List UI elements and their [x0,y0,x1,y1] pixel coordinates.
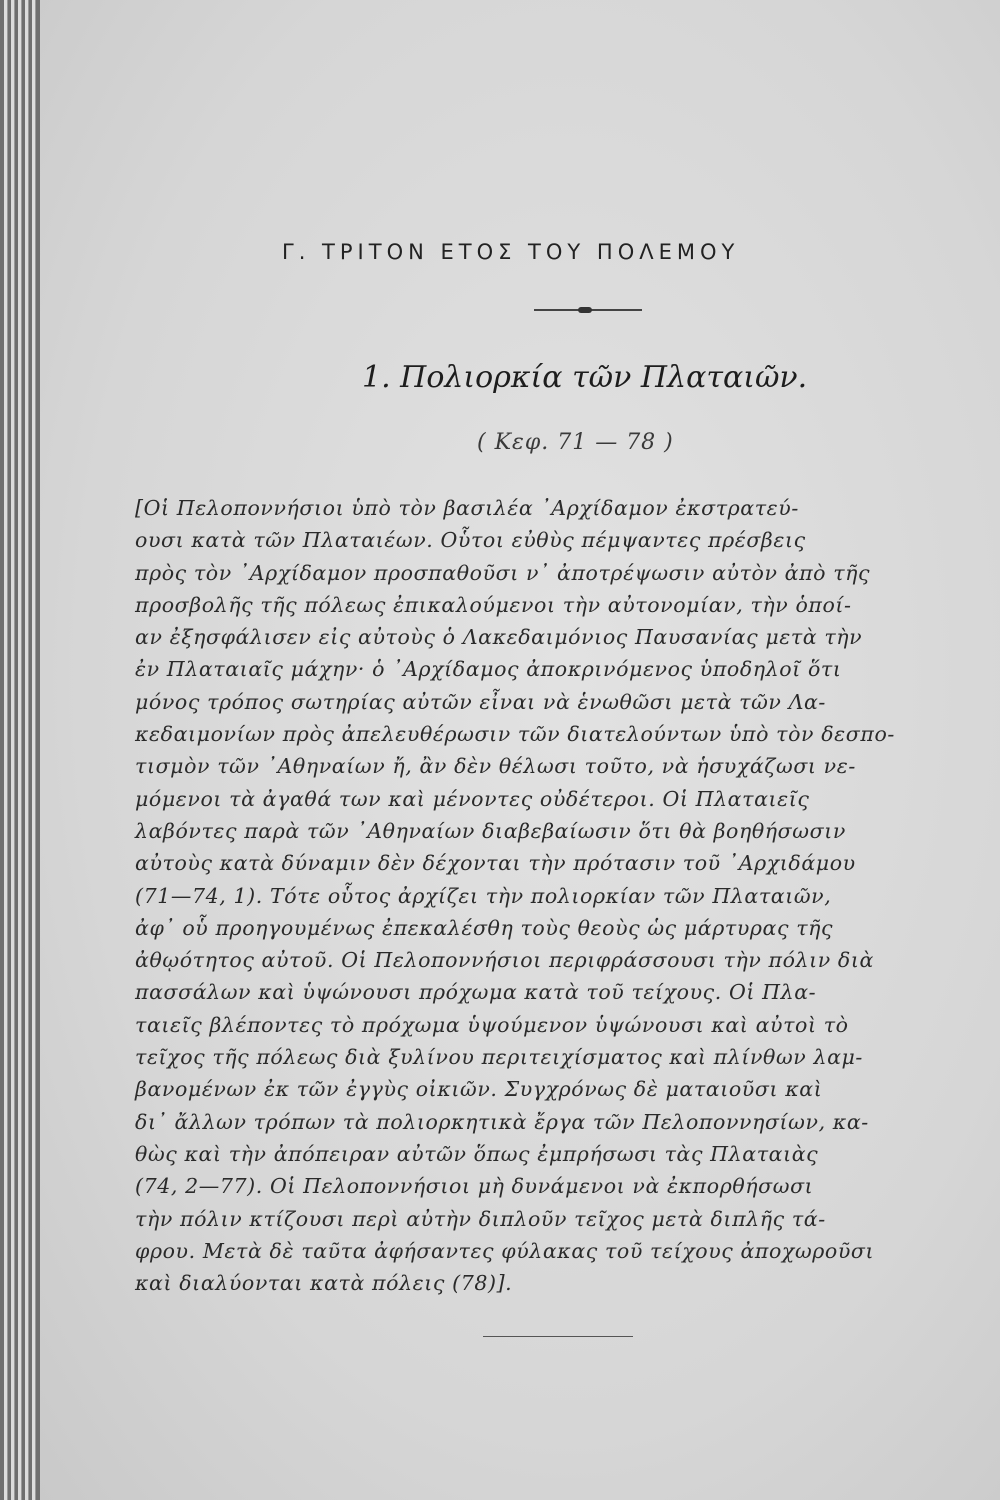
chapter-title: 1. Πολιορκία τῶν Πλαταιῶν. [362,360,808,395]
summary-line: ουσι κατὰ τῶν Πλαταιέων. Οὗτοι εὐθὺς πέμψαντες πρέσβεις [135,528,806,553]
summary-line: τὴν πόλιν κτίζουσι περὶ αὐτὴν διπλοῦν τεῖχος μετὰ διπλῆς τά- [135,1206,826,1231]
summary-line: (74, 2—77). Οἱ Πελοποννήσιοι μὴ δυνάμενοι νὰ ἐκπορθήσωσι [135,1174,814,1199]
summary-line: πρὸς τὸν ᾿Αρχίδαμον προσπαθοῦσι ν᾿ ἀποτρέψωσιν αὐτὸν ἀπὸ τῆς [135,560,871,585]
summary-line: (71—74, 1). Τότε οὗτος ἀρχίζει τὴν πολιορκίαν τῶν Πλαταιῶν, [135,883,832,908]
summary-line: μόνος τρόπος σωτηρίας αὐτῶν εἶναι νὰ ἑνωθῶσι μετὰ τῶν Λα- [135,689,826,714]
summary-line: [Οἱ Πελοποννήσιοι ὑπὸ τὸν βασιλέα ᾿Αρχίδαμον ἐκστρατεύ- [135,496,799,520]
bottom-rule [483,1336,633,1337]
chapter-reference: ( Κεφ. 71 — 78 ) [477,430,674,455]
book-page [40,0,1000,1500]
summary-line: φρου. Μετὰ δὲ ταῦτα ἀφήσαντες φύλακας τοῦ τείχους ἀποχωροῦσι [135,1238,875,1263]
summary-line: αν ἐξησφάλισεν εἰς αὐτοὺς ὁ Λακεδαιμόνιος Παυσανίας μετὰ τὴν [135,625,863,650]
summary-line: δι᾿ ἄλλων τρόπων τὰ πολιορκητικὰ ἔργα τῶν Πελοποννησίων, κα- [135,1109,869,1134]
summary-line: καὶ διαλύονται κατὰ πόλεις (78)]. [135,1271,513,1296]
page-edge [4,0,8,1500]
page-edge [18,0,22,1500]
page-edge [32,0,36,1500]
summary-line: λαβόντες παρὰ τῶν ᾿Αθηναίων διαβεβαίωσιν ὅτι θὰ βοηθήσωσιν [135,818,846,843]
summary-line: ἐν Πλαταιαῖς μάχην· ὁ ᾿Αρχίδαμος ἀποκρινόμενος ὑποδηλοῖ ὅτι [135,657,842,682]
page-edge [25,0,29,1500]
part-heading: Γ. ΤΡΙΤΟΝ ΕΤΟΣ ΤΟΥ ΠΟΛΕΜΟΥ [282,240,740,264]
summary-line: ἀφ᾿ οὗ προηγουμένως ἐπεκαλέσθη τοὺς θεοὺς ὡς μάρτυρας τῆς [135,915,834,940]
summary-line: αὐτοὺς κατὰ δύναμιν δὲν δέχονται τὴν πρότασιν τοῦ ᾿Αρχιδάμου [135,851,856,876]
summary-line: μόμενοι τὰ ἀγαθά των καὶ μένοντες οὐδέτεροι. Οἱ Πλαταιεῖς [135,786,810,811]
summary-line: προσβολῆς τῆς πόλεως ἐπικαλούμενοι τὴν αὐτονομίαν, τὴν ὁποί- [135,592,852,617]
page-edge [11,0,15,1500]
summary-line: θὼς καὶ τὴν ἀπόπειραν αὐτῶν ὅπως ἐμπρήσωσι τὰς Πλαταιὰς [135,1141,819,1166]
summary-line: πασσάλων καὶ ὑψώνουσι πρόχωμα κατὰ τοῦ τείχους. Οἱ Πλα- [135,980,817,1005]
summary-line: ταιεῖς βλέποντες τὸ πρόχωμα ὑψούμενον ὑψώνουσι καὶ αὐτοὶ τὸ [135,1012,849,1037]
divider-ornament [534,309,642,311]
summary-line: τεῖχος τῆς πόλεως διὰ ξυλίνου περιτειχίσματος καὶ πλίνθων λαμ- [135,1045,863,1070]
summary-line: κεδαιμονίων πρὸς ἀπελευθέρωσιν τῶν διατελούντων ὑπὸ τὸν δεσπο- [135,722,895,747]
summary-line: τισμὸν τῶν ᾿Αθηναίων ἤ, ἂν δὲν θέλωσι τοῦτο, νὰ ἡσυχάζωσι νε- [135,754,856,779]
summary-line: ἀθῳότητος αὐτοῦ. Οἱ Πελοποννήσιοι περιφράσσουσι τὴν πόλιν διὰ [135,948,874,973]
chapter-summary [135,492,988,1299]
summary-line: βανομένων ἐκ τῶν ἐγγὺς οἰκιῶν. Συγχρόνως δὲ ματαιοῦσι καὶ [135,1077,823,1102]
